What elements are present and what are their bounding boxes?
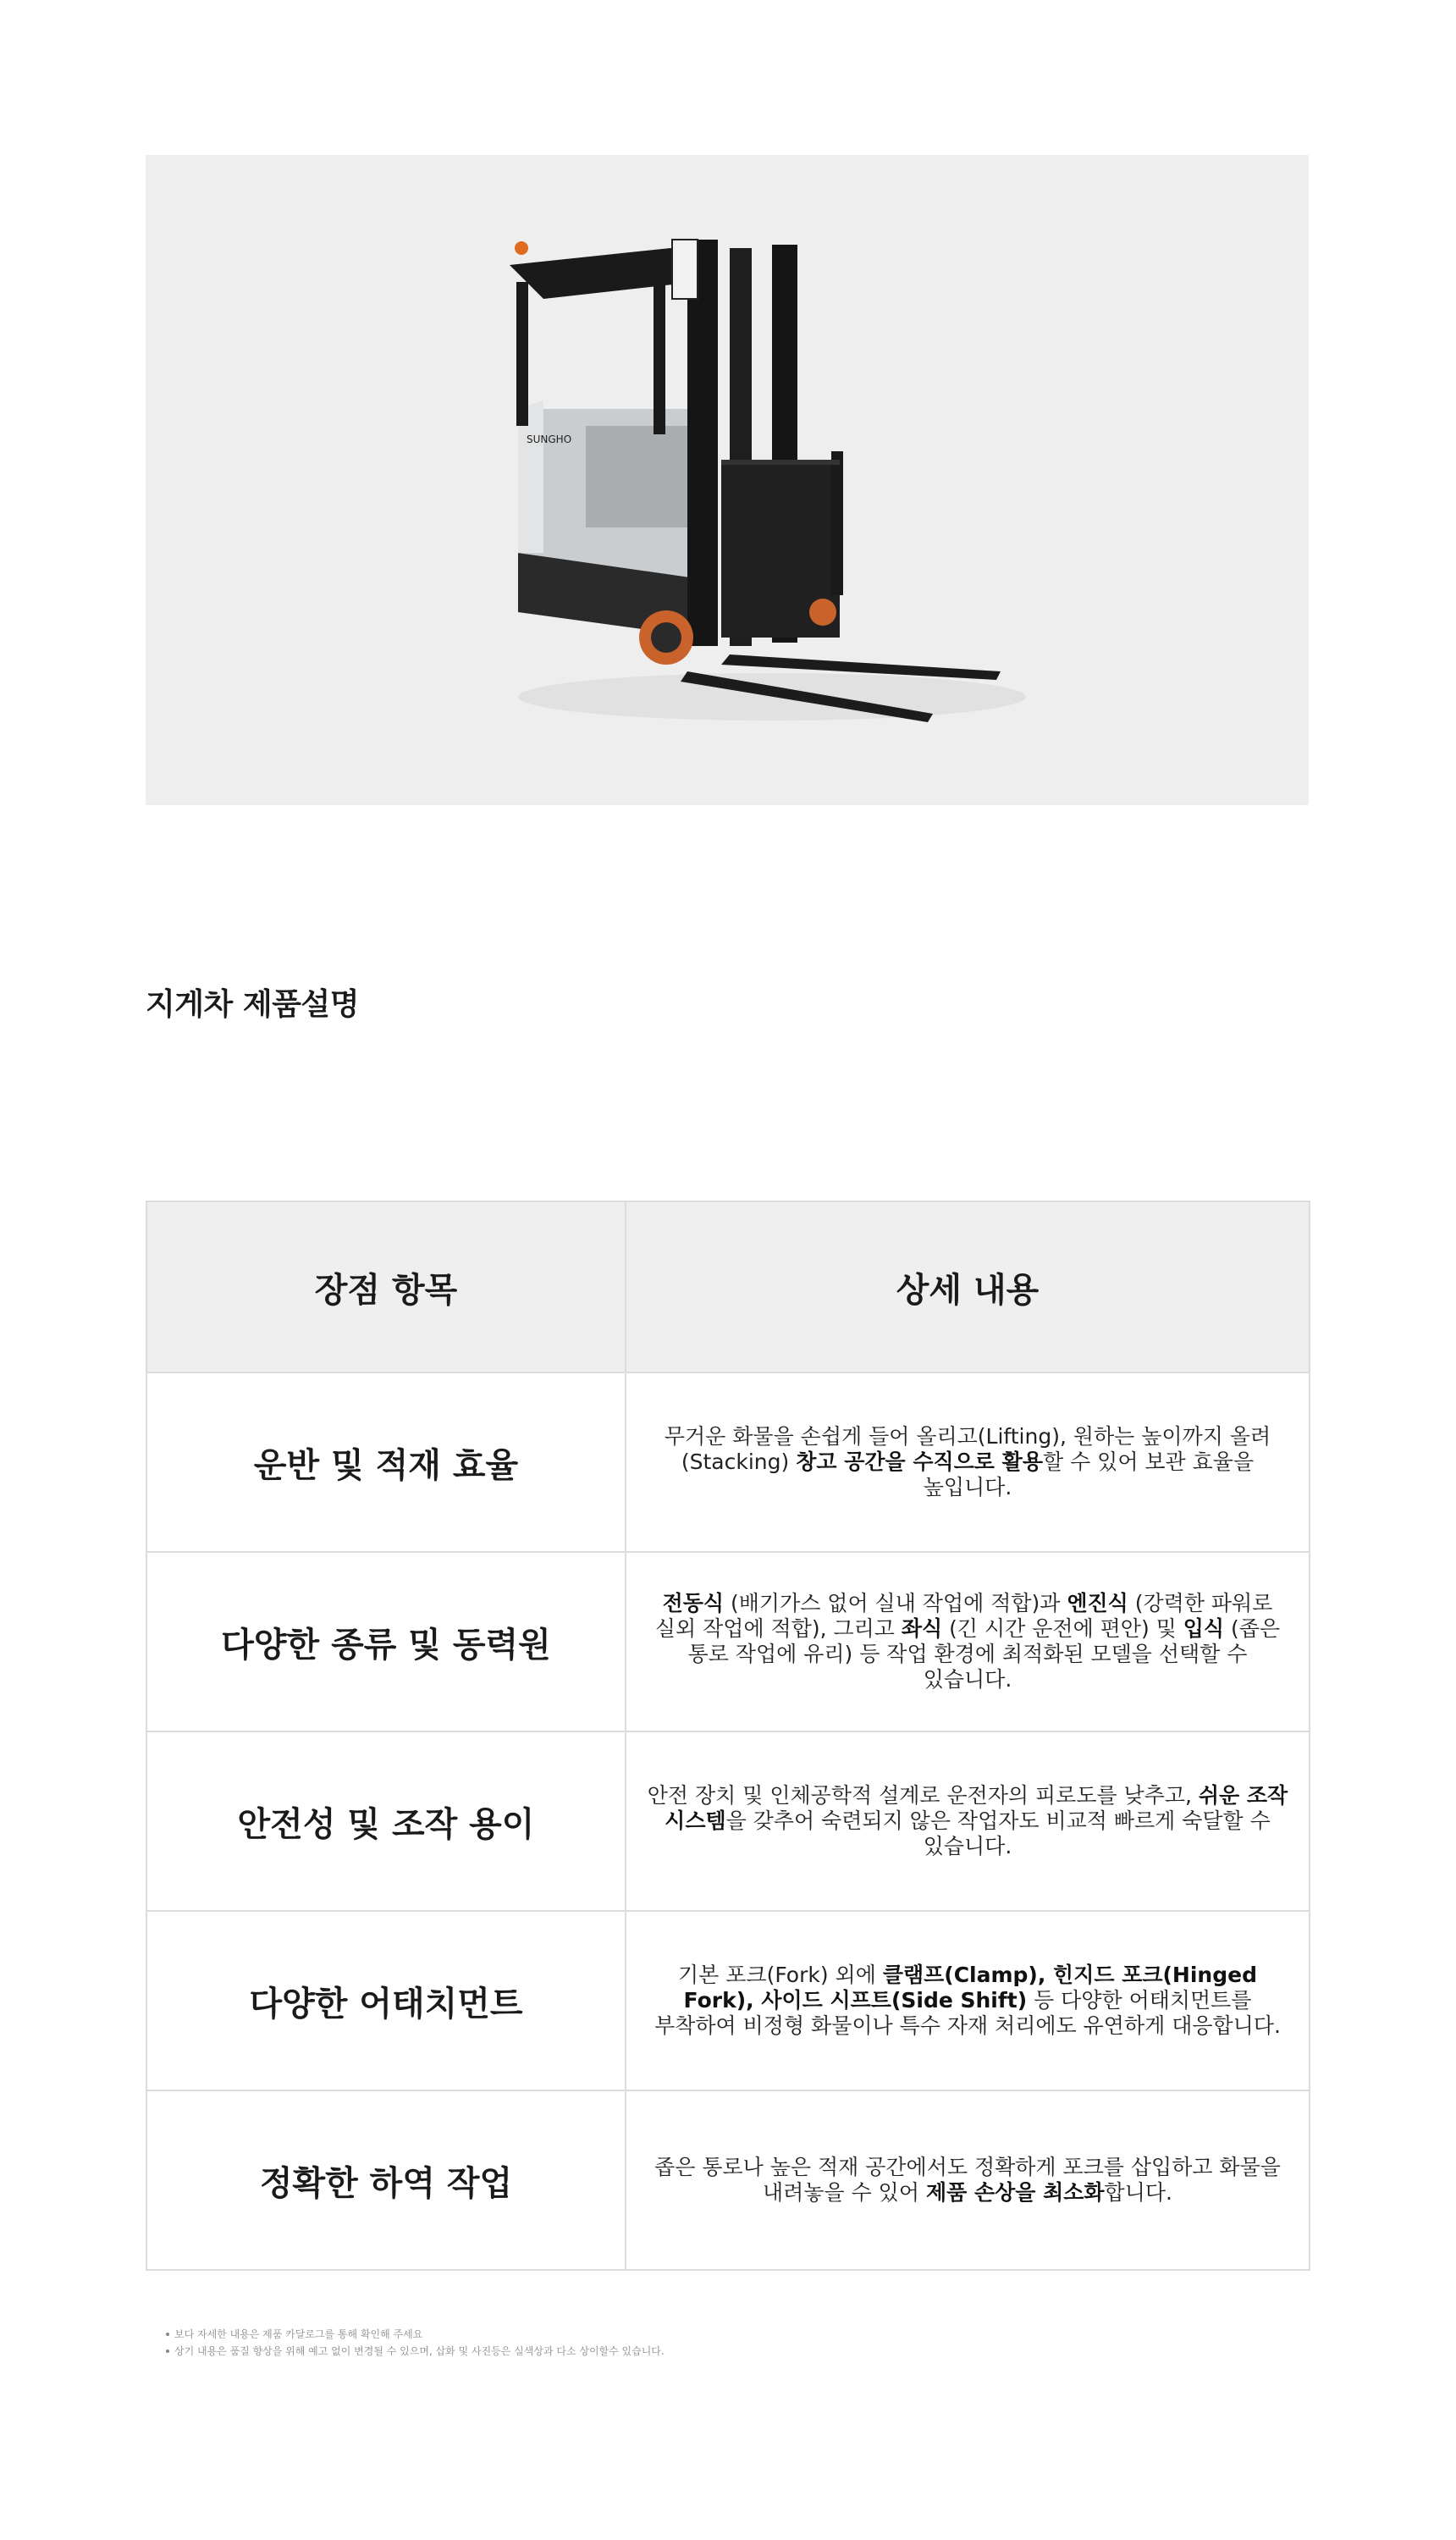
table-row	[146, 1552, 1310, 1731]
description-emphasis: 제품 손상을 최소화	[925, 2180, 1105, 2205]
description-text: (긴 시간 운전에 편안) 및	[942, 1616, 1183, 1641]
table-row	[146, 1911, 1310, 2090]
advantage-description	[626, 1731, 1310, 1911]
description-emphasis: 클램프(Clamp), 힌지드 포크(Hinged Fork), 사이드 시프트(Side Shift)	[683, 1963, 1257, 2013]
description-text: 기본 포크(Fork) 외에	[678, 1963, 883, 1987]
advantage-item: 운반 및 적재 효율	[146, 1372, 626, 1552]
advantages-table	[146, 1201, 1310, 2271]
header-advantage-item: 장점 항목	[146, 1201, 626, 1372]
advantage-description	[626, 1911, 1310, 2090]
table-row	[146, 1731, 1310, 1911]
description-emphasis: 좌식	[901, 1616, 943, 1641]
advantage-item: 안전성 및 조작 용이	[146, 1731, 626, 1911]
description-emphasis: 입식	[1183, 1616, 1225, 1641]
description-text: 좁은 통로나 높은 적재 공간에서도 정확하게 포크를 삽입하고 화물을 내려놓을 수 있어	[654, 2155, 1281, 2205]
description-text: 무거운 화물을 손쉽게 들어 올리고(Lifting), 원하는 높이까지 올려 (Stacking)	[664, 1424, 1271, 1474]
forklift-image	[146, 155, 1309, 805]
description-text: (좁은 통로 작업에 유리) 등 작업 환경에 최적화된 모델을 선택할 수 있습니다.	[687, 1616, 1281, 1692]
description-text: 안전 장치 및 인체공학적 설계로 운전자의 피로도를 낮추고,	[647, 1783, 1199, 1808]
table-header-row	[146, 1201, 1310, 1372]
header-detail-content: 상세 내용	[626, 1201, 1310, 1372]
advantage-item: 다양한 종류 및 동력원	[146, 1552, 626, 1731]
section-title: 지게차 제품설명	[146, 987, 359, 1022]
description-text: 등 다양한 어태치먼트를 부착하여 비정형 화물이나 특수 자재 처리에도 유연하게 대응합니다.	[654, 1988, 1281, 2038]
description-text: (강력한 파워로 실외 작업에 적합), 그리고	[654, 1591, 1273, 1641]
description-emphasis: 창고 공간을 수직으로 활용	[796, 1449, 1043, 1474]
description-text: 합니다.	[1104, 2180, 1172, 2205]
description-emphasis: 쉬운 조작 시스템	[665, 1783, 1288, 1833]
product-image	[146, 155, 1309, 805]
table-row	[146, 2090, 1310, 2270]
footnote-item: 보다 자세한 내용은 제품 카달로그를 통해 확인해 주세요	[166, 2326, 665, 2343]
description-text: 할 수 있어 보관 효율을 높입니다.	[923, 1449, 1255, 1499]
description-emphasis: 엔진식	[1067, 1591, 1128, 1615]
advantage-description	[626, 1552, 1310, 1731]
footnote-item: 상기 내용은 품질 향상을 위해 예고 없이 변경될 수 있으며, 삽화 및 사진등은 실색상과 다소 상이할수 있습니다.	[166, 2343, 665, 2360]
advantage-item: 정확한 하역 작업	[146, 2090, 626, 2270]
brand-logo: SUNGHO	[527, 433, 572, 445]
advantage-item: 다양한 어태치먼트	[146, 1911, 626, 2090]
table-body	[146, 1372, 1310, 2270]
description-emphasis: 전동식	[662, 1591, 725, 1615]
advantage-description	[626, 2090, 1310, 2270]
description-text: 을 갖추어 숙련되지 않은 작업자도 비교적 빠르게 숙달할 수 있습니다.	[725, 1808, 1271, 1858]
table-row	[146, 1372, 1310, 1552]
footnotes	[166, 2326, 665, 2360]
description-text: (배기가스 없어 실내 작업에 적합)과	[724, 1591, 1067, 1615]
advantage-description	[626, 1372, 1310, 1552]
